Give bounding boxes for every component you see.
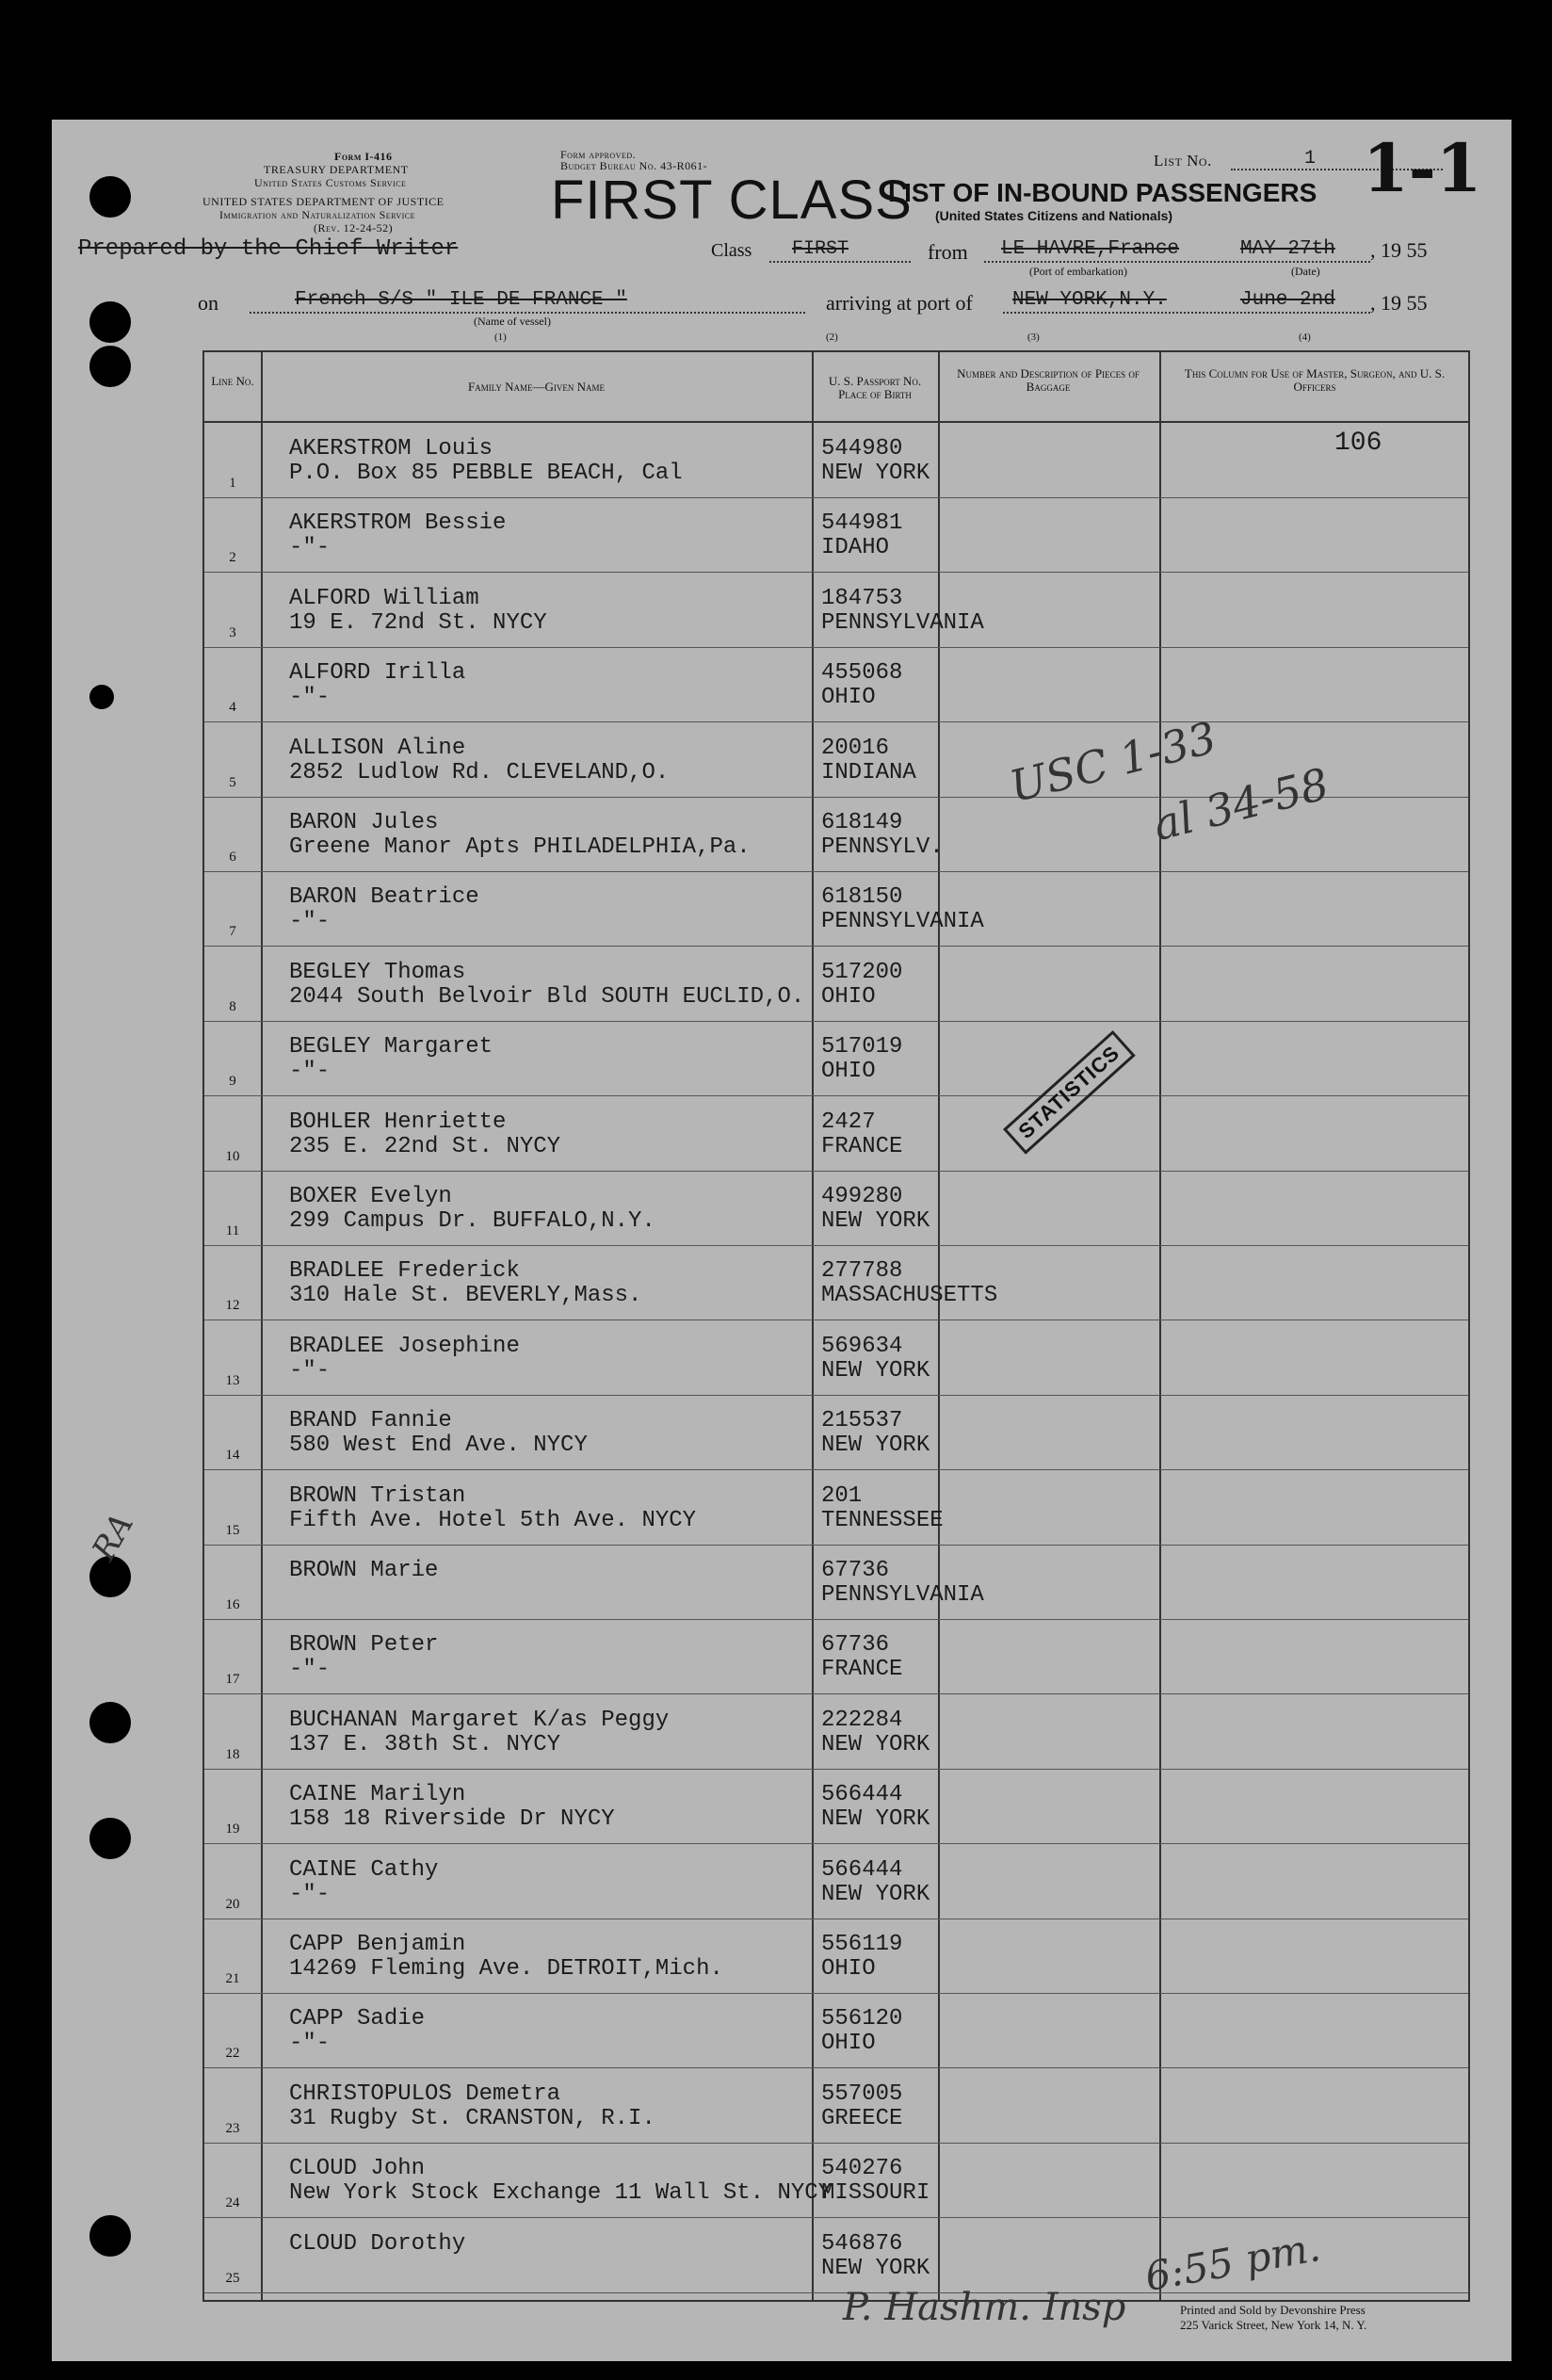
passenger-name: CAINE Marilyn: [289, 1782, 466, 1808]
port-of-embarkation: LE HAVRE,France: [1001, 238, 1180, 260]
passenger-name: CAPP Benjamin: [289, 1932, 466, 1957]
year-2: , 19 55: [1370, 291, 1428, 315]
line-number: 22: [225, 2046, 240, 2062]
form-approved: Form approved.: [560, 148, 637, 161]
passenger-address: 235 E. 22nd St. NYCY: [289, 1133, 561, 1159]
place-of-birth: NEW YORK: [821, 1731, 930, 1757]
passport-number: 517019: [821, 1034, 903, 1060]
passport-number: 556120: [821, 2006, 903, 2032]
place-of-birth: MISSOURI: [821, 2180, 930, 2207]
passport-number: 618150: [821, 884, 903, 911]
passport-number: 566444: [821, 1782, 903, 1808]
list-title: LIST OF IN-BOUND PASSENGERS: [888, 178, 1318, 207]
passenger-name: BEGLEY Thomas: [289, 959, 466, 985]
passport-number: 566444: [821, 1856, 903, 1883]
class-label: Class: [711, 240, 752, 261]
treasury-dept: TREASURY DEPARTMENT: [264, 163, 409, 176]
col-ref-1: (1): [494, 332, 507, 343]
list-no-handwritten: 1-1: [1363, 129, 1482, 207]
passport-number: 618149: [821, 810, 903, 835]
table-row: [204, 573, 1468, 648]
passport-number: 215537: [821, 1408, 903, 1434]
punch-hole: [89, 1702, 131, 1743]
table-row: [204, 1470, 1468, 1546]
line-number: 19: [225, 1821, 240, 1838]
passenger-address: 310 Hale St. BEVERLY,Mass.: [289, 1283, 642, 1309]
passenger-address: -"-: [289, 1059, 331, 1085]
punch-hole: [89, 2215, 131, 2257]
passenger-name: BROWN Tristan: [289, 1482, 466, 1509]
place-of-birth: OHIO: [821, 685, 876, 711]
passenger-address: New York Stock Exchange 11 Wall St. NYCY: [289, 2180, 833, 2207]
line-number: 7: [229, 924, 236, 940]
passenger-address: 19 E. 72nd St. NYCY: [289, 609, 547, 636]
passenger-address: -"-: [289, 909, 331, 935]
line-number: 16: [225, 1597, 240, 1612]
line-number: 13: [225, 1372, 240, 1388]
manifest-sheet: [52, 120, 1512, 2361]
line-number: 2: [229, 550, 236, 566]
embarkation-date: MAY 27th: [1240, 238, 1335, 260]
place-of-birth: NEW YORK: [821, 2255, 930, 2281]
table-row: [204, 1919, 1468, 1994]
passenger-address: 158 18 Riverside Dr NYCY: [289, 1806, 615, 1833]
table-row: [204, 1021, 1468, 1096]
passenger-address: Fifth Ave. Hotel 5th Ave. NYCY: [289, 1507, 697, 1533]
passport-number: 540276: [821, 2156, 903, 2182]
time-note: 6:55 pm.: [1141, 2224, 1324, 2300]
place-of-birth: NEW YORK: [821, 461, 930, 486]
table-row: [204, 647, 1468, 722]
margin-note: RA: [85, 1507, 141, 1567]
col-header-officers: This Column for Use of Master, Surgeon, and U. S. Officers: [1184, 366, 1446, 394]
place-of-birth: IDAHO: [821, 535, 890, 561]
passenger-name: ALLISON Aline: [289, 735, 466, 761]
passenger-address: 580 West End Ave. NYCY: [289, 1433, 588, 1459]
passenger-name: ALFORD Irilla: [289, 660, 466, 687]
passenger-address: -"-: [289, 1357, 331, 1384]
vessel-name: French S/S " ILE DE FRANCE ": [295, 289, 627, 311]
table-row: [204, 1844, 1468, 1919]
line-number: 24: [225, 2195, 240, 2211]
line-number: 3: [229, 624, 236, 640]
table-row: [204, 1320, 1468, 1396]
passenger-name: BRADLEE Josephine: [289, 1333, 520, 1359]
list-subtitle: (United States Citizens and Nationals): [935, 208, 1173, 223]
line-number: 12: [225, 1298, 240, 1314]
ins-service: Immigration and Naturalization Service: [219, 208, 416, 221]
line-number: 18: [225, 1746, 240, 1762]
place-of-birth: TENNESSEE: [821, 1507, 944, 1533]
passenger-name: BRADLEE Frederick: [289, 1258, 520, 1285]
col-header-line-no: Line No.: [211, 374, 254, 388]
from-label: from: [928, 240, 968, 264]
passenger-table: [202, 350, 1470, 2302]
passport-number: 20016: [821, 735, 890, 761]
passenger-address: 31 Rugby St. CRANSTON, R.I.: [289, 2105, 655, 2131]
passport-number: 556119: [821, 1932, 903, 1957]
passport-number: 2427: [821, 1109, 876, 1135]
passport-number: 557005: [821, 2080, 903, 2107]
passenger-address: -"-: [289, 2031, 331, 2057]
handwritten-note-1: USC 1-33: [1004, 711, 1221, 813]
year-1: , 19 55: [1370, 238, 1428, 262]
passenger-name: AKERSTROM Louis: [289, 436, 493, 461]
passenger-address: 2044 South Belvoir Bld SOUTH EUCLID,O.: [289, 983, 805, 1010]
prepared-by: Prepared by the Chief Writer: [78, 236, 459, 262]
passenger-name: CAPP Sadie: [289, 2006, 426, 2032]
table-row: [204, 497, 1468, 573]
passenger-name: BRAND Fannie: [289, 1408, 452, 1434]
place-of-birth: NEW YORK: [821, 1433, 930, 1459]
arrival-date: June 2nd: [1240, 289, 1335, 311]
passport-number: 544981: [821, 510, 903, 537]
line-number: 9: [229, 1074, 236, 1090]
passport-number: 544980: [821, 436, 903, 461]
place-of-birth: NEW YORK: [821, 1881, 930, 1907]
passenger-address: 14269 Fleming Ave. DETROIT,Mich.: [289, 1956, 723, 1982]
passenger-address: 137 E. 38th St. NYCY: [289, 1731, 561, 1757]
place-of-birth: GREECE: [821, 2105, 903, 2131]
passenger-name: BROWN Marie: [289, 1558, 439, 1583]
line-number: 25: [225, 2270, 240, 2286]
revision: (Rev. 12-24-52): [314, 221, 394, 235]
table-row: [204, 1171, 1468, 1246]
place-of-birth: NEW YORK: [821, 1806, 930, 1833]
passport-number: 517200: [821, 959, 903, 985]
line-number: 15: [225, 1522, 240, 1538]
form-number: Form I-416: [334, 150, 393, 163]
passenger-address: Greene Manor Apts PHILADELPHIA,Pa.: [289, 834, 751, 860]
passenger-name: CLOUD John: [289, 2156, 426, 2182]
place-of-birth: PENNSYLVANIA: [821, 909, 984, 935]
table-row: [204, 1395, 1468, 1470]
date-caption: (Date): [1291, 265, 1320, 278]
table-row: [204, 2068, 1468, 2144]
passport-number: 184753: [821, 585, 903, 611]
table-row: [204, 423, 1468, 498]
first-class-title: FIRST CLASS: [551, 170, 913, 231]
line-number: 5: [229, 774, 236, 790]
budget-bureau: Budget Bureau No. 43-R061-: [560, 159, 708, 172]
passenger-name: AKERSTROM Bessie: [289, 510, 507, 537]
officer-note: 106: [1334, 429, 1382, 458]
passport-number: 201: [821, 1482, 863, 1509]
inspector-signature: P. Hashm. Insp: [843, 2286, 1126, 2329]
passenger-address: P.O. Box 85 PEBBLE BEACH, Cal: [289, 461, 683, 486]
punch-hole: [89, 301, 131, 343]
justice-dept: UNITED STATES DEPARTMENT OF JUSTICE: [202, 195, 445, 208]
place-of-birth: PENNSYLVANIA: [821, 1582, 984, 1608]
col-ref-3: (3): [1027, 332, 1040, 343]
line-number: 6: [229, 850, 236, 865]
line-number: 4: [229, 700, 236, 716]
passenger-name: BEGLEY Margaret: [289, 1034, 493, 1060]
place-of-birth: OHIO: [821, 1956, 876, 1982]
table-row: [204, 1694, 1468, 1770]
col-ref-2: (2): [826, 332, 838, 343]
place-of-birth: OHIO: [821, 983, 876, 1010]
line-number: 1: [229, 476, 236, 491]
passport-number: 569634: [821, 1333, 903, 1359]
statistics-stamp: STATISTICS: [1003, 1030, 1136, 1155]
table-row: [204, 1545, 1468, 1620]
passenger-name: BOHLER Henriette: [289, 1109, 507, 1135]
place-of-birth: PENNSYLVANIA: [821, 609, 984, 636]
place-of-birth: FRANCE: [821, 1657, 903, 1683]
col-header-baggage: Number and Description of Pieces of Baggage: [957, 366, 1140, 394]
table-row: [204, 1619, 1468, 1694]
col-ref-4: (4): [1299, 332, 1311, 343]
vessel-caption: (Name of vessel): [474, 315, 551, 328]
passport-number: 546876: [821, 2230, 903, 2257]
passenger-name: CAINE Cathy: [289, 1856, 439, 1883]
place-of-birth: NEW YORK: [821, 1357, 930, 1384]
passport-number: 222284: [821, 1707, 903, 1733]
line-number: 10: [225, 1148, 240, 1164]
passenger-name: CLOUD Dorothy: [289, 2230, 466, 2257]
passenger-address: -"-: [289, 1881, 331, 1907]
passenger-name: BOXER Evelyn: [289, 1184, 452, 1209]
passport-number: 499280: [821, 1184, 903, 1209]
printer-line-2: 225 Varick Street, New York 14, N. Y.: [1180, 2318, 1367, 2332]
passenger-name: ALFORD William: [289, 585, 479, 611]
passenger-address: 299 Campus Dr. BUFFALO,N.Y.: [289, 1208, 655, 1234]
line-number: 8: [229, 998, 236, 1014]
table-row: [204, 2143, 1468, 2218]
table-row: [204, 1993, 1468, 2068]
punch-hole: [89, 1818, 131, 1859]
class-value: FIRST: [792, 238, 849, 260]
col-header-passport: U. S. Passport No. Place of Birth: [828, 374, 922, 401]
list-no-value: 1: [1304, 148, 1317, 170]
printer-line-1: Printed and Sold by Devonshire Press: [1180, 2303, 1366, 2317]
handwritten-note-2: al 34-58: [1148, 757, 1334, 851]
passport-number: 67736: [821, 1632, 890, 1659]
table-row: [204, 1245, 1468, 1320]
col-header-name: Family Name—Given Name: [468, 380, 605, 394]
place-of-birth: NEW YORK: [821, 1208, 930, 1234]
place-of-birth: FRANCE: [821, 1133, 903, 1159]
table-row: [204, 947, 1468, 1022]
passport-number: 455068: [821, 660, 903, 687]
line-number: 11: [225, 1223, 240, 1239]
passenger-address: -"-: [289, 535, 331, 561]
passenger-name: BARON Jules: [289, 810, 439, 835]
punch-hole: [89, 176, 131, 218]
line-number: 17: [225, 1672, 240, 1688]
line-number: 20: [225, 1896, 240, 1912]
passenger-name: CHRISTOPULOS Demetra: [289, 2080, 561, 2107]
passenger-address: 2852 Ludlow Rd. CLEVELAND,O.: [289, 759, 670, 785]
arrival-port: NEW YORK,N.Y.: [1012, 289, 1167, 311]
place-of-birth: MASSACHUSETTS: [821, 1283, 998, 1309]
port-caption: (Port of embarkation): [1029, 265, 1127, 278]
list-no-label: List No.: [1154, 152, 1212, 170]
passenger-name: BARON Beatrice: [289, 884, 479, 911]
customs-service: United States Customs Service: [254, 176, 407, 189]
passenger-address: -"-: [289, 1657, 331, 1683]
punch-hole: [89, 685, 114, 709]
table-row: [204, 871, 1468, 947]
table-row: [204, 1769, 1468, 1844]
place-of-birth: OHIO: [821, 2031, 876, 2057]
line-number: 14: [225, 1448, 240, 1464]
passenger-name: BROWN Peter: [289, 1632, 439, 1659]
passenger-name: BUCHANAN Margaret K/as Peggy: [289, 1707, 670, 1733]
place-of-birth: OHIO: [821, 1059, 876, 1085]
passport-number: 277788: [821, 1258, 903, 1285]
line-number: 23: [225, 2120, 240, 2136]
arriving-label: arriving at port of: [826, 291, 973, 315]
place-of-birth: INDIANA: [821, 759, 916, 785]
passenger-address: -"-: [289, 685, 331, 711]
place-of-birth: PENNSYLV.: [821, 834, 944, 860]
table-row: [204, 1096, 1468, 1172]
punch-hole: [89, 346, 131, 387]
passport-number: 67736: [821, 1558, 890, 1583]
on-label: on: [198, 291, 218, 315]
line-number: 21: [225, 1971, 240, 1986]
